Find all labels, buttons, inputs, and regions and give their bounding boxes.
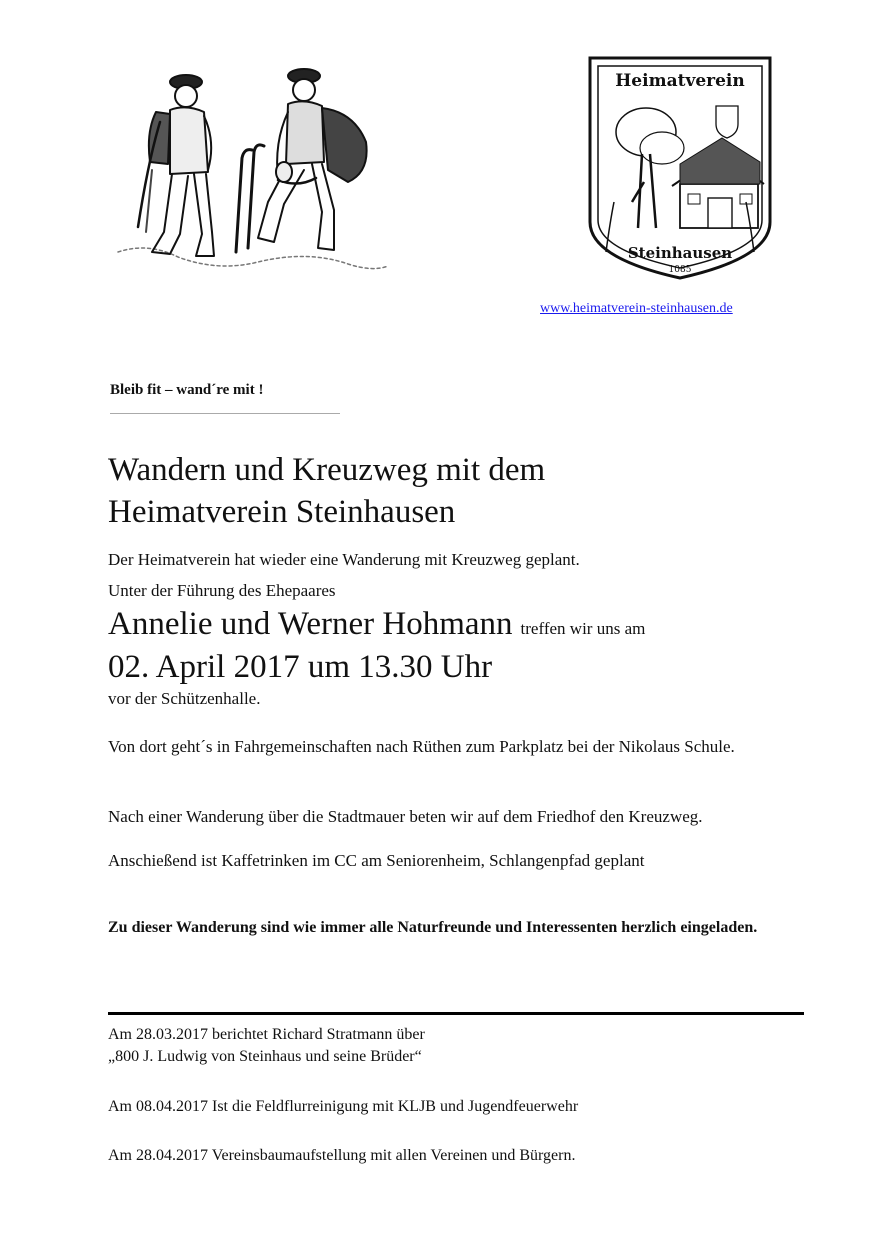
- slogan-underline: [110, 413, 340, 414]
- slogan: Bleib fit – wand´re mit !: [110, 382, 264, 398]
- guides-line: [108, 604, 645, 644]
- intro-text: Der Heimatverein hat wieder eine Wanderung mit Kreuzweg geplant.: [108, 550, 580, 569]
- section-divider: [108, 1012, 804, 1015]
- meeting-phrase: treffen wir uns am: [520, 619, 646, 638]
- page-title-line-1: Wandern und Kreuzweg mit dem: [108, 452, 546, 488]
- event-item-3: Am 28.04.2017 Vereinsbaumaufstellung mit allen Vereinen und Bürgern.: [108, 1147, 576, 1164]
- route-paragraph: Nach einer Wanderung über die Stadtmauer beten wir auf dem Friedhof den Kreuzweg.: [108, 807, 703, 826]
- club-crest-logo: [584, 52, 776, 284]
- event-date-time: 02. April 2017 um 13.30 Uhr: [108, 649, 493, 685]
- event-item-1-line-2: „800 J. Ludwig von Steinhaus und seine Brüder“: [108, 1048, 422, 1065]
- guide-names: Annelie und Werner Hohmann: [108, 606, 513, 642]
- page-title-line-2: Heimatverein Steinhausen: [108, 494, 456, 530]
- event-item-1-line-1: Am 28.03.2017 berichtet Richard Stratmann über: [108, 1026, 425, 1043]
- svg-text:Heimatverein: Heimatverein: [615, 71, 745, 91]
- guide-intro-text: Unter der Führung des Ehepaares: [108, 581, 336, 600]
- crest-graphic: [584, 52, 776, 284]
- svg-text:Steinhausen: Steinhausen: [627, 244, 733, 262]
- carpool-paragraph: Von dort geht´s in Fahrgemeinschaften nach Rüthen zum Parkplatz bei der Nikolaus Schule.: [108, 737, 735, 756]
- website-link[interactable]: www.heimatverein-steinhausen.de: [540, 301, 733, 316]
- invitation-paragraph: Zu dieser Wanderung sind wie immer alle Naturfreunde und Interessenten herzlich eingeladen.: [108, 919, 758, 936]
- meeting-place: vor der Schützenhalle.: [108, 689, 261, 708]
- coffee-paragraph: Anschießend ist Kaffetrinken im CC am Seniorenheim, Schlangenpfad geplant: [108, 851, 645, 870]
- svg-text:1085: 1085: [668, 265, 692, 275]
- event-item-2: Am 08.04.2017 Ist die Feldflurreinigung mit KLJB und Jugendfeuerwehr: [108, 1098, 579, 1115]
- hikers-illustration: [108, 52, 390, 288]
